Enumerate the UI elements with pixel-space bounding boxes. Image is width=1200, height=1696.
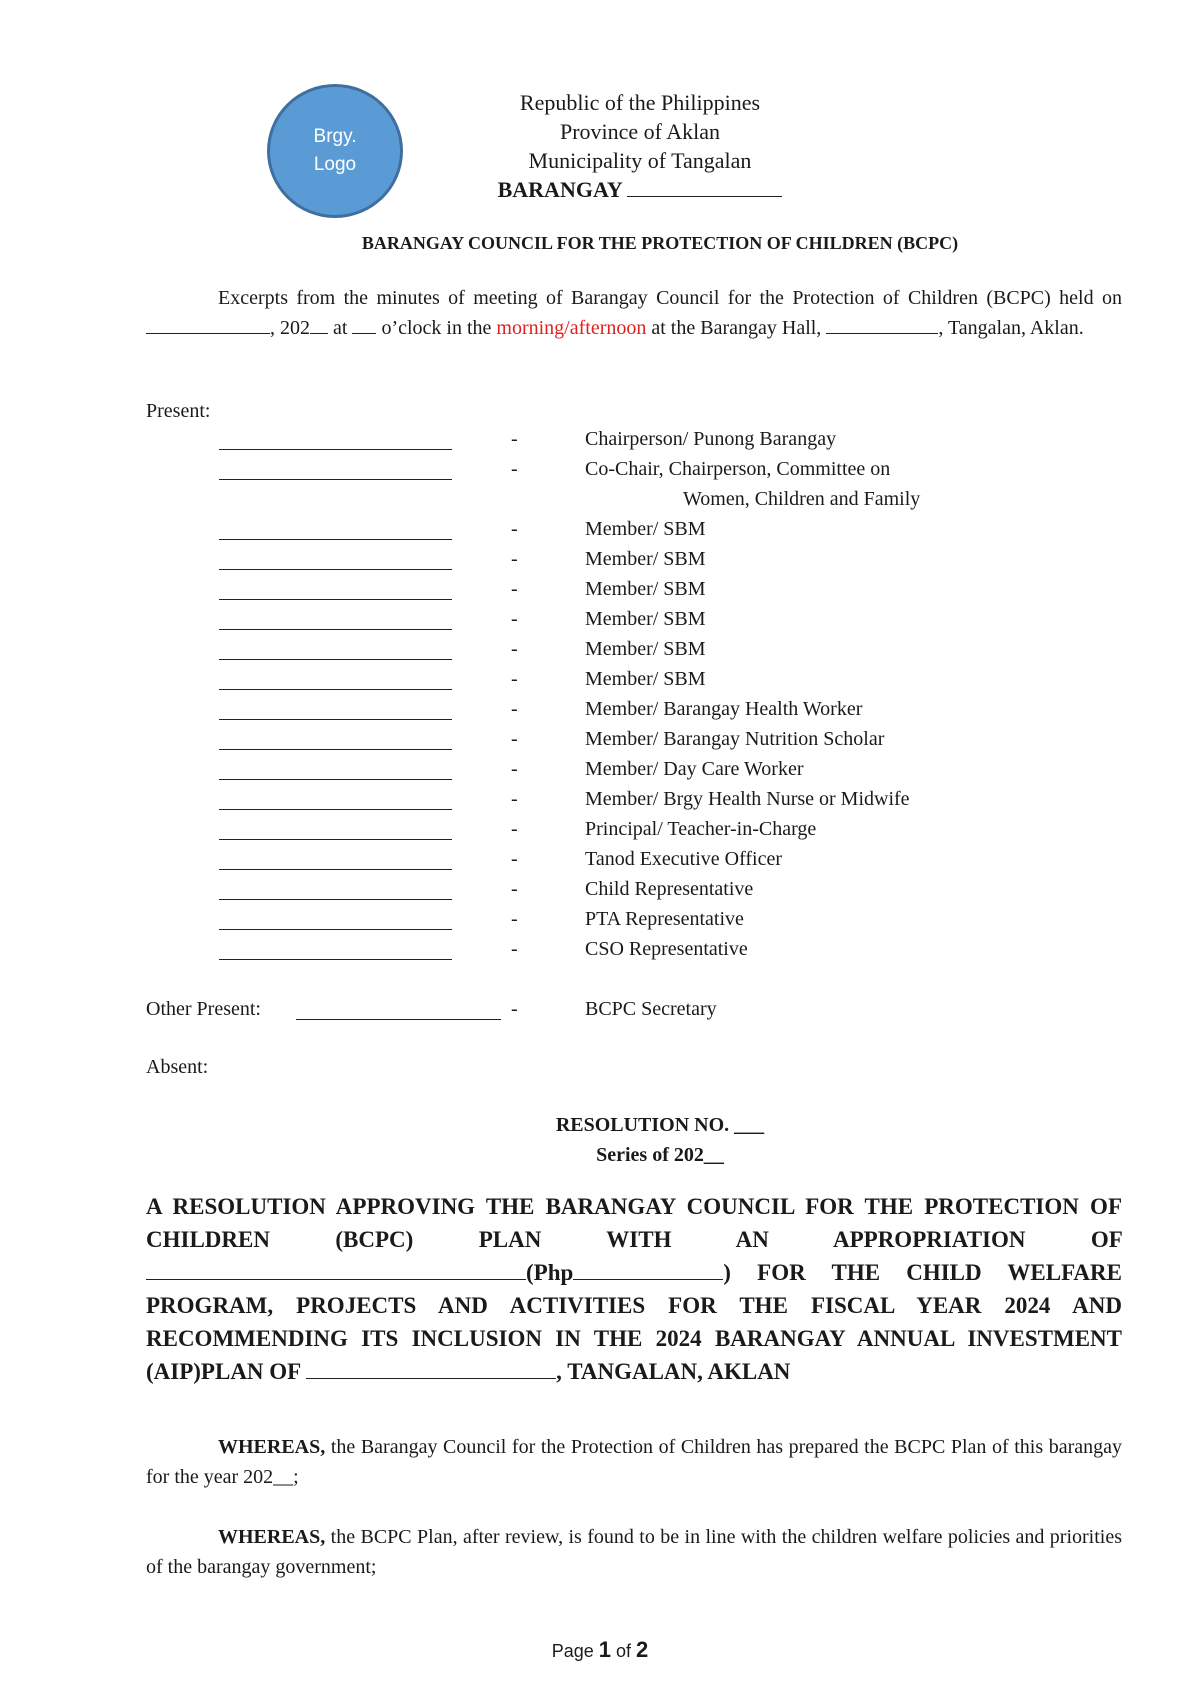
member-role: Tanod Executive Officer (585, 848, 783, 870)
whereas-lead: WHEREAS, (218, 1436, 326, 1458)
separator-dash: - (511, 458, 518, 480)
member-row (0, 668, 1200, 698)
signature-line (219, 899, 452, 900)
page-word: Page (551, 1641, 594, 1661)
member-row (0, 698, 1200, 728)
resolution-title-text-2: ) FOR THE CHILD WELFARE PROGRAM, PROJECTS AND ACTIVITIES FOR THE FISCAL YEAR 2024 AND RECOMMENDING ITS INCLUSION IN THE 2024 BARANGAY ANNUAL INVESTMENT (AIP)PLAN OF (146, 1260, 1122, 1384)
signature-line (219, 959, 452, 960)
separator-dash: - (511, 758, 518, 780)
separator-dash: - (511, 908, 518, 930)
resolution-title-text-1: A RESOLUTION APPROVING THE BARANGAY COUNCIL FOR THE PROTECTION OF CHILDREN (BCPC) PLAN WITH AN APPROPRIATION OF (146, 1194, 1122, 1252)
member-role: PTA Representative (585, 908, 744, 930)
separator-dash: - (511, 608, 518, 630)
signature-line (219, 839, 452, 840)
signature-line (219, 809, 452, 810)
member-row (0, 848, 1200, 878)
signature-line (219, 449, 452, 450)
logo-text-line1: Brgy. (313, 126, 357, 147)
member-role: Member/ Day Care Worker (585, 758, 804, 780)
separator-dash: - (511, 428, 518, 450)
resolution-title-text-3: , TANGALAN, AKLAN (556, 1359, 791, 1384)
member-row (0, 728, 1200, 758)
hour-blank (352, 315, 376, 334)
member-role: Co-Chair, Chairperson, Committee on (585, 458, 891, 480)
member-row (0, 428, 1200, 458)
appropriation-words-blank (146, 1257, 526, 1280)
member-role: Member/ SBM (585, 668, 706, 690)
separator-dash: - (511, 518, 518, 540)
resolution-number: RESOLUTION NO. ___ (555, 1114, 765, 1136)
secretary-role: BCPC Secretary (585, 998, 717, 1020)
separator-dash: - (511, 548, 518, 570)
separator-dash: - (511, 728, 518, 750)
excerpt-text-5: at the Barangay Hall, (646, 317, 822, 339)
barangay-logo-placeholder (267, 84, 403, 218)
separator-dash: - (511, 878, 518, 900)
excerpt-paragraph (146, 283, 1122, 343)
member-row (0, 878, 1200, 908)
resolution-heading (146, 1110, 1174, 1170)
member-role: Member/ SBM (585, 608, 706, 630)
separator-dash: - (511, 818, 518, 840)
member-role: Member/ SBM (585, 548, 706, 570)
logo-text-line2: Logo (313, 154, 357, 175)
barangay-label: BARANGAY (497, 177, 622, 202)
separator-dash: - (511, 578, 518, 600)
venue-blank (826, 315, 938, 334)
page-number-footer (0, 1637, 1200, 1663)
whereas-text: the Barangay Council for the Protection of Children has prepared the BCPC Plan of this barangay for the year 202__; (146, 1436, 1122, 1488)
member-row (0, 908, 1200, 938)
year-blank (310, 315, 328, 334)
member-role: Child Representative (585, 878, 754, 900)
of-word: of (616, 1641, 632, 1661)
total-pages: 2 (636, 1637, 649, 1662)
present-label: Present: (146, 400, 211, 422)
separator-dash: - (511, 668, 518, 690)
signature-line (219, 599, 452, 600)
signature-line (219, 929, 452, 930)
signature-line (219, 539, 452, 540)
excerpt-text-3: at (328, 317, 353, 339)
signature-line (219, 719, 452, 720)
letterhead (440, 88, 840, 204)
member-row (0, 578, 1200, 608)
php-label: (Php (526, 1260, 574, 1285)
member-role: Member/ Barangay Nutrition Scholar (585, 728, 885, 750)
member-role: Member/ SBM (585, 578, 706, 600)
separator-dash: - (511, 938, 518, 960)
other-present-label: Other Present: (146, 998, 261, 1020)
municipality-line: Municipality of Tangalan (528, 148, 752, 173)
date-blank (146, 315, 270, 334)
member-row (0, 458, 1200, 488)
member-role: Member/ SBM (585, 638, 706, 660)
whereas-clause (146, 1432, 1122, 1492)
member-role: Member/ SBM (585, 518, 706, 540)
republic-line: Republic of the Philippines (519, 90, 761, 115)
whereas-clause (146, 1522, 1122, 1582)
separator-dash: - (511, 698, 518, 720)
current-page: 1 (598, 1637, 611, 1662)
barangay-line (440, 175, 840, 204)
province-line: Province of Aklan (559, 119, 721, 144)
member-row (0, 548, 1200, 578)
whereas-lead: WHEREAS, (218, 1526, 326, 1548)
member-row (0, 518, 1200, 548)
member-row (0, 818, 1200, 848)
member-row (0, 638, 1200, 668)
time-of-day: morning/afternoon (496, 317, 647, 339)
signature-line (219, 569, 452, 570)
member-role: Member/ Barangay Health Worker (585, 698, 863, 720)
separator-dash: - (511, 998, 518, 1020)
excerpt-text-4: o’clock in the (376, 317, 497, 339)
member-row (0, 758, 1200, 788)
member-role-continuation: Women, Children and Family (683, 488, 921, 510)
resolution-title (146, 1190, 1122, 1388)
council-title: BARANGAY COUNCIL FOR THE PROTECTION OF CHILDREN (BCPC) (361, 233, 959, 253)
separator-dash: - (511, 638, 518, 660)
separator-dash: - (511, 788, 518, 810)
member-role: Member/ Brgy Health Nurse or Midwife (585, 788, 910, 810)
barangay-name-blank (627, 178, 782, 197)
excerpt-text-6: , Tangalan, Aklan. (938, 317, 1084, 339)
excerpt-text-2: , 202 (270, 317, 310, 339)
member-role: Chairperson/ Punong Barangay (585, 428, 837, 450)
member-row (0, 608, 1200, 638)
php-amount-blank (573, 1257, 723, 1280)
signature-line (219, 749, 452, 750)
signature-line (219, 479, 452, 480)
whereas-text: the BCPC Plan, after review, is found to be in line with the children welfare policies and priorities of the barangay government; (146, 1526, 1122, 1578)
signature-line (219, 659, 452, 660)
barangay-name-blank (306, 1356, 556, 1379)
signature-line (219, 869, 452, 870)
member-role: Principal/ Teacher-in-Charge (585, 818, 817, 840)
member-row (0, 938, 1200, 968)
member-row (0, 788, 1200, 818)
member-role: CSO Representative (585, 938, 748, 960)
signature-line (296, 1019, 501, 1020)
signature-line (219, 779, 452, 780)
absent-label: Absent: (146, 1056, 209, 1078)
signature-line (219, 689, 452, 690)
resolution-series: Series of 202__ (596, 1144, 724, 1166)
separator-dash: - (511, 848, 518, 870)
signature-line (219, 629, 452, 630)
excerpt-text-1: Excerpts from the minutes of meeting of Barangay Council for the Protection of Children (BCPC) held on (218, 287, 1122, 309)
